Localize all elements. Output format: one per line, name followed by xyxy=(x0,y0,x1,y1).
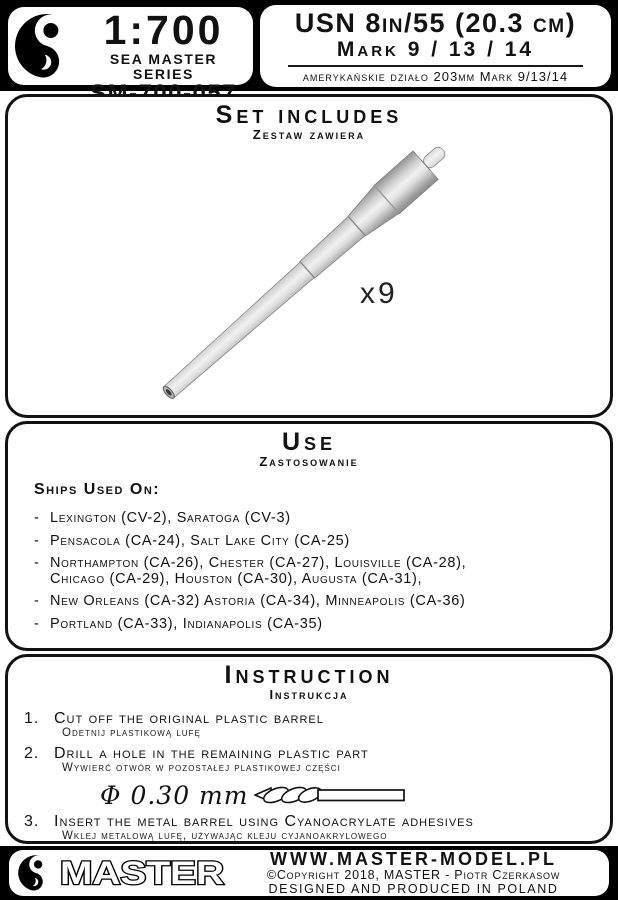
footer-brand-logo xyxy=(16,853,228,893)
step-3 xyxy=(24,813,610,843)
step-number: 2. xyxy=(24,745,40,762)
master-wordmark xyxy=(56,855,228,891)
svg-text:MASTER: MASTER xyxy=(60,855,224,891)
dash-bullet: - xyxy=(34,593,40,609)
footer-text-block xyxy=(228,848,609,896)
ship-row xyxy=(34,534,610,549)
ship-names: Portland (CA-33), Indianapolis (CA-35) xyxy=(50,615,323,632)
origin-line: DESIGNED AND PRODUCED IN POLAND xyxy=(268,881,559,896)
panel-instruction xyxy=(5,654,613,844)
step-text-pl: Wywierć otwór w pozostałej plastikowej części xyxy=(62,762,341,774)
step-text-en: Drill a hole in the remaining plastic part xyxy=(54,745,369,762)
ship-names: Chicago (CA-29), Houston (CA-30), Augusta (CA-31), xyxy=(50,570,423,587)
title-divider xyxy=(288,65,583,67)
drill-bit-icon xyxy=(254,782,406,808)
step-2 xyxy=(24,745,610,775)
product-title-box xyxy=(260,5,611,87)
instruction-title: Instruction xyxy=(224,661,394,689)
step-text-pl: Odetnij plastikową lufę xyxy=(62,727,201,739)
dash-bullet: - xyxy=(34,615,40,632)
footer-box xyxy=(9,850,609,896)
ship-row xyxy=(34,594,610,609)
header-strip xyxy=(0,0,618,91)
footer-strip xyxy=(0,846,618,900)
master-logo-swirl-icon xyxy=(16,853,56,893)
set-includes-subtitle: Zestaw zawiera xyxy=(252,127,366,142)
drill-diameter-label: Φ 0.30 mm xyxy=(100,780,249,810)
step-number: 3. xyxy=(24,813,40,830)
dash-bullet: - xyxy=(34,555,40,571)
dash-bullet xyxy=(34,572,50,587)
copyright-line: ©Copyright 2018, MASTER - Piotr Czerkasow xyxy=(266,867,561,882)
drill-size-row xyxy=(100,780,610,810)
use-subtitle: Zastosowanie xyxy=(259,454,359,469)
ship-row xyxy=(34,617,610,632)
panel-set-includes xyxy=(5,94,613,418)
ships-used-heading: Ships Used On: xyxy=(34,481,161,498)
ship-row xyxy=(34,511,610,526)
step-text-en: Insert the metal barrel using Cyanoacrylate adhesives xyxy=(54,813,474,830)
set-includes-title: Set includes xyxy=(215,101,403,129)
website-url: WWW.MASTER-MODEL.PL xyxy=(270,848,557,869)
step-text-pl: Wklej metalową lufę, używając kleju cyjanoakrylowego xyxy=(62,830,388,842)
brand-text-block xyxy=(78,8,249,106)
instruction-subtitle: Instrukcja xyxy=(269,687,349,702)
brand-box xyxy=(8,7,253,85)
product-title-polish: amerykańskie działo 203mm Mark 9/13/14 xyxy=(302,69,569,84)
ship-row-continuation xyxy=(34,572,610,587)
step-number: 1. xyxy=(24,710,40,727)
master-logo-swirl-icon xyxy=(11,10,83,82)
product-title: USN 8in/55 (20.3 cm) xyxy=(294,8,577,38)
dash-bullet: - xyxy=(34,532,40,549)
barrel-quantity: x9 xyxy=(360,277,398,310)
ship-names: Pensacola (CA-24), Salt Lake City (CA-25) xyxy=(50,532,350,549)
step-text-en: Cut off the original plastic barrel xyxy=(54,710,324,727)
panel-use xyxy=(5,421,613,651)
ship-names: New Orleans (CA-32) Astoria (CA-34), Minneapolis (CA-36) xyxy=(50,593,466,609)
ship-row xyxy=(34,556,610,571)
step-1 xyxy=(24,710,610,740)
product-mark: Mark 9 / 13 / 14 xyxy=(336,38,535,61)
dash-bullet: - xyxy=(34,510,40,526)
series-label: SEA MASTER SERIES xyxy=(109,51,218,82)
scale-label: 1:700 xyxy=(103,7,224,53)
use-title: Use xyxy=(281,428,337,456)
instruction-steps xyxy=(8,710,610,843)
gun-barrel-render xyxy=(8,97,610,415)
ship-names: Northampton (CA-26), Chester (CA-27), Louisville (CA-28), xyxy=(50,555,467,571)
ship-list xyxy=(8,511,610,631)
ship-names: Lexington (CV-2), Saratoga (CV-3) xyxy=(50,510,291,526)
